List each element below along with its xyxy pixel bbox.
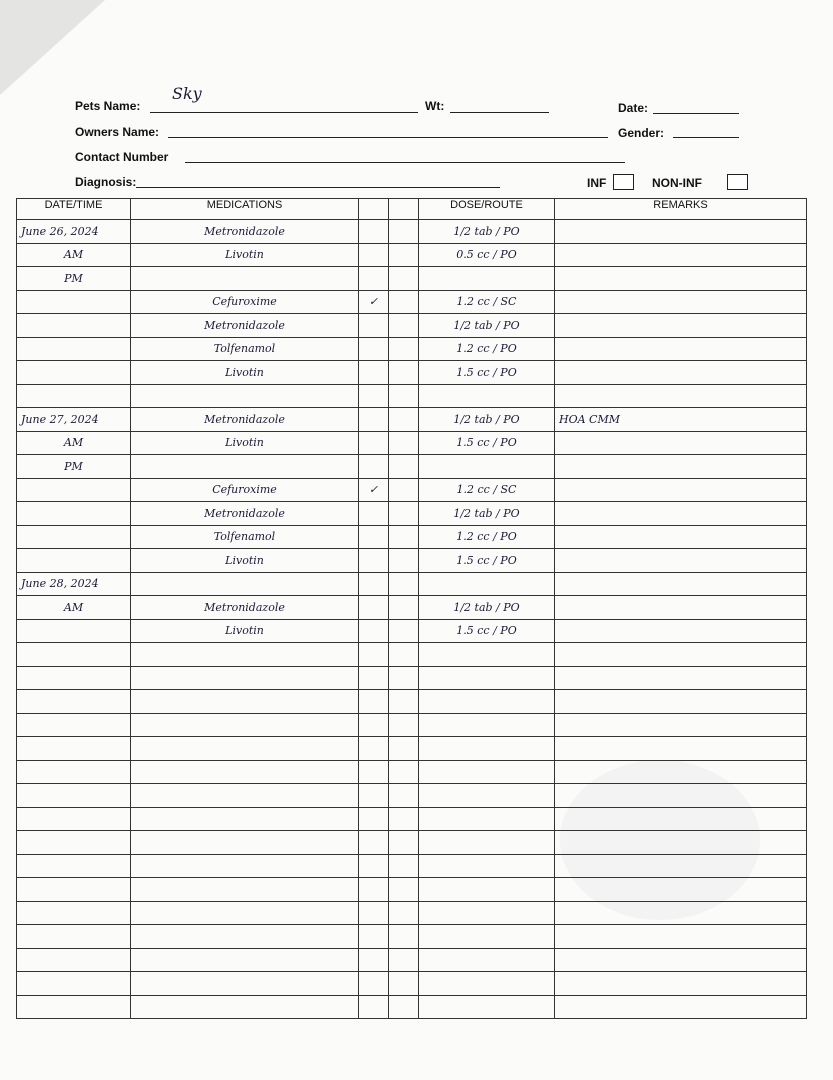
check-cell-2[interactable] xyxy=(389,619,419,643)
dose-route-cell[interactable] xyxy=(419,784,555,808)
table-row xyxy=(17,408,807,432)
medication-cell[interactable]: Livotin xyxy=(131,431,359,455)
inf-checkbox[interactable] xyxy=(613,174,634,190)
check-cell[interactable] xyxy=(359,925,389,949)
dose-route-cell[interactable] xyxy=(419,737,555,761)
date-time-cell[interactable] xyxy=(17,666,131,690)
owners-name-label: Owners Name: xyxy=(75,125,160,139)
non-inf-checkbox[interactable] xyxy=(727,174,748,190)
table-row xyxy=(17,995,807,1019)
remarks-cell[interactable] xyxy=(555,314,807,338)
dose-route-cell[interactable] xyxy=(419,807,555,831)
column-header-medications: MEDICATIONS xyxy=(131,199,359,220)
check-cell-2[interactable] xyxy=(389,878,419,902)
check-cell-2[interactable] xyxy=(389,643,419,667)
check-cell-2[interactable] xyxy=(389,243,419,267)
check-cell-2[interactable] xyxy=(389,361,419,385)
medication-cell[interactable]: Cefuroxime xyxy=(131,290,359,314)
remarks-cell[interactable] xyxy=(555,478,807,502)
medication-cell[interactable]: Livotin xyxy=(131,243,359,267)
date-time-cell[interactable]: PM xyxy=(17,267,131,291)
dose-route-cell[interactable] xyxy=(419,972,555,996)
remarks-cell[interactable] xyxy=(555,925,807,949)
check-cell-2[interactable] xyxy=(389,925,419,949)
medication-cell[interactable] xyxy=(131,455,359,479)
check-cell[interactable] xyxy=(359,760,389,784)
medication-cell[interactable]: Metronidazole xyxy=(131,596,359,620)
remarks-cell[interactable]: HOA CMM xyxy=(555,408,807,432)
diagnosis-label: Diagnosis: xyxy=(75,175,137,189)
date-time-cell[interactable] xyxy=(17,549,131,573)
check-cell-2[interactable] xyxy=(389,408,419,432)
check-cell[interactable] xyxy=(359,267,389,291)
dose-route-cell[interactable] xyxy=(419,384,555,408)
table-row xyxy=(17,737,807,761)
medication-cell[interactable] xyxy=(131,737,359,761)
check-cell-2[interactable] xyxy=(389,478,419,502)
check-cell[interactable] xyxy=(359,502,389,526)
check-cell[interactable] xyxy=(359,948,389,972)
medication-cell[interactable]: Livotin xyxy=(131,549,359,573)
table-row xyxy=(17,243,807,267)
table-row xyxy=(17,760,807,784)
date-time-cell[interactable]: PM xyxy=(17,455,131,479)
medication-cell[interactable]: Tolfenamol xyxy=(131,337,359,361)
table-row xyxy=(17,384,807,408)
remarks-cell[interactable] xyxy=(555,760,807,784)
remarks-cell[interactable] xyxy=(555,549,807,573)
date-time-cell[interactable] xyxy=(17,525,131,549)
date-time-cell[interactable]: AM xyxy=(17,596,131,620)
remarks-cell[interactable] xyxy=(555,619,807,643)
medication-cell[interactable] xyxy=(131,713,359,737)
check-cell[interactable] xyxy=(359,972,389,996)
gender-line[interactable] xyxy=(673,137,739,138)
remarks-cell[interactable] xyxy=(555,643,807,667)
table-row xyxy=(17,549,807,573)
dose-route-cell[interactable]: 1.5 cc / PO xyxy=(419,549,555,573)
dose-route-cell[interactable] xyxy=(419,995,555,1019)
check-cell[interactable] xyxy=(359,666,389,690)
check-cell-2[interactable] xyxy=(389,760,419,784)
check-cell[interactable] xyxy=(359,243,389,267)
table-row xyxy=(17,361,807,385)
remarks-cell[interactable] xyxy=(555,361,807,385)
date-time-cell[interactable] xyxy=(17,337,131,361)
dose-route-cell[interactable]: 1/2 tab / PO xyxy=(419,220,555,244)
table-header-row xyxy=(17,199,807,220)
check-cell-2[interactable] xyxy=(389,690,419,714)
check-cell-2[interactable] xyxy=(389,831,419,855)
check-cell[interactable] xyxy=(359,525,389,549)
check-cell-2[interactable] xyxy=(389,549,419,573)
column-header-dose-route: DOSE/ROUTE xyxy=(419,199,555,220)
remarks-cell[interactable] xyxy=(555,290,807,314)
dose-route-cell[interactable] xyxy=(419,713,555,737)
diagnosis-line[interactable] xyxy=(136,187,500,188)
check-cell-2[interactable] xyxy=(389,807,419,831)
dose-route-cell[interactable]: 1.5 cc / PO xyxy=(419,619,555,643)
date-time-cell[interactable] xyxy=(17,972,131,996)
non-inf-label: NON-INF xyxy=(652,176,702,190)
check-cell-2[interactable] xyxy=(389,502,419,526)
medication-cell[interactable]: Metronidazole xyxy=(131,502,359,526)
table-row xyxy=(17,431,807,455)
remarks-cell[interactable] xyxy=(555,243,807,267)
check-cell[interactable] xyxy=(359,901,389,925)
table-row xyxy=(17,314,807,338)
dose-route-cell[interactable] xyxy=(419,925,555,949)
remarks-cell[interactable] xyxy=(555,596,807,620)
table-row xyxy=(17,220,807,244)
check-cell-2[interactable] xyxy=(389,290,419,314)
medication-cell[interactable] xyxy=(131,878,359,902)
check-cell[interactable] xyxy=(359,690,389,714)
check-cell-2[interactable] xyxy=(389,713,419,737)
medication-cell[interactable] xyxy=(131,384,359,408)
check-cell-2[interactable] xyxy=(389,455,419,479)
remarks-cell[interactable] xyxy=(555,431,807,455)
date-time-cell[interactable] xyxy=(17,760,131,784)
check-cell[interactable] xyxy=(359,220,389,244)
remarks-cell[interactable] xyxy=(555,995,807,1019)
gender-label: Gender: xyxy=(618,126,665,140)
medication-cell[interactable] xyxy=(131,784,359,808)
check-cell[interactable] xyxy=(359,995,389,1019)
folded-corner xyxy=(0,0,105,95)
medication-cell[interactable] xyxy=(131,690,359,714)
date-time-cell[interactable] xyxy=(17,995,131,1019)
remarks-cell[interactable] xyxy=(555,854,807,878)
medication-cell[interactable] xyxy=(131,948,359,972)
check-cell[interactable] xyxy=(359,619,389,643)
remarks-cell[interactable] xyxy=(555,337,807,361)
date-time-cell[interactable] xyxy=(17,854,131,878)
check-cell-2[interactable] xyxy=(389,901,419,925)
table-row xyxy=(17,290,807,314)
date-time-cell[interactable] xyxy=(17,737,131,761)
remarks-cell[interactable] xyxy=(555,784,807,808)
remarks-cell[interactable] xyxy=(555,690,807,714)
check-cell[interactable] xyxy=(359,455,389,479)
check-cell[interactable] xyxy=(359,878,389,902)
check-cell[interactable] xyxy=(359,596,389,620)
table-row xyxy=(17,972,807,996)
inf-label: INF xyxy=(587,176,607,190)
date-time-cell[interactable] xyxy=(17,925,131,949)
table-row xyxy=(17,854,807,878)
pets-name-label: Pets Name: xyxy=(75,99,141,113)
table-row xyxy=(17,478,807,502)
remarks-cell[interactable] xyxy=(555,666,807,690)
dose-route-cell[interactable]: 1.5 cc / PO xyxy=(419,431,555,455)
medication-cell[interactable] xyxy=(131,760,359,784)
remarks-cell[interactable] xyxy=(555,267,807,291)
table-row xyxy=(17,643,807,667)
check-cell[interactable] xyxy=(359,361,389,385)
medication-cell[interactable] xyxy=(131,572,359,596)
date-time-cell[interactable] xyxy=(17,619,131,643)
owners-name-line[interactable] xyxy=(168,137,608,138)
medication-cell[interactable] xyxy=(131,267,359,291)
dose-route-cell[interactable]: 1/2 tab / PO xyxy=(419,408,555,432)
medication-cell[interactable]: Metronidazole xyxy=(131,220,359,244)
table-row xyxy=(17,831,807,855)
pets-name-line xyxy=(150,112,418,113)
treatment-log-table xyxy=(16,198,807,1019)
weight-line[interactable] xyxy=(450,112,549,113)
table-row xyxy=(17,948,807,972)
remarks-cell[interactable] xyxy=(555,384,807,408)
check-cell[interactable] xyxy=(359,784,389,808)
contact-label: Contact Number xyxy=(75,150,169,164)
check-cell-2[interactable] xyxy=(389,431,419,455)
dose-route-cell[interactable]: 1.5 cc / PO xyxy=(419,361,555,385)
medication-cell[interactable] xyxy=(131,831,359,855)
date-time-cell[interactable] xyxy=(17,807,131,831)
date-time-cell[interactable] xyxy=(17,901,131,925)
medication-cell[interactable] xyxy=(131,666,359,690)
check-cell[interactable] xyxy=(359,549,389,573)
date-time-cell[interactable]: June 27, 2024 xyxy=(17,408,131,432)
table-row xyxy=(17,901,807,925)
medication-cell[interactable] xyxy=(131,854,359,878)
check-cell[interactable]: ✓ xyxy=(359,290,389,314)
check-cell[interactable] xyxy=(359,854,389,878)
check-cell-2[interactable] xyxy=(389,596,419,620)
remarks-cell[interactable] xyxy=(555,572,807,596)
check-cell-2[interactable] xyxy=(389,314,419,338)
column-header-remarks: REMARKS xyxy=(555,199,807,220)
date-time-cell[interactable] xyxy=(17,314,131,338)
table-row xyxy=(17,455,807,479)
date-time-cell[interactable] xyxy=(17,478,131,502)
medication-cell[interactable]: Cefuroxime xyxy=(131,478,359,502)
column-header-check-2 xyxy=(389,199,419,220)
remarks-cell[interactable] xyxy=(555,220,807,244)
check-cell[interactable] xyxy=(359,713,389,737)
date-time-cell[interactable] xyxy=(17,643,131,667)
table-row xyxy=(17,666,807,690)
check-cell[interactable] xyxy=(359,807,389,831)
date-time-cell[interactable] xyxy=(17,784,131,808)
table-row xyxy=(17,690,807,714)
date-time-cell[interactable] xyxy=(17,361,131,385)
medication-cell[interactable]: Tolfenamol xyxy=(131,525,359,549)
medication-cell[interactable]: Livotin xyxy=(131,619,359,643)
medication-cell[interactable]: Metronidazole xyxy=(131,314,359,338)
check-cell[interactable] xyxy=(359,384,389,408)
check-cell-2[interactable] xyxy=(389,737,419,761)
check-cell[interactable] xyxy=(359,314,389,338)
dose-route-cell[interactable] xyxy=(419,854,555,878)
check-cell[interactable] xyxy=(359,408,389,432)
table-row xyxy=(17,807,807,831)
dose-route-cell[interactable] xyxy=(419,690,555,714)
check-cell-2[interactable] xyxy=(389,784,419,808)
dose-route-cell[interactable] xyxy=(419,948,555,972)
dose-route-cell[interactable]: 1.2 cc / SC xyxy=(419,290,555,314)
dose-route-cell[interactable] xyxy=(419,267,555,291)
date-time-cell[interactable]: June 26, 2024 xyxy=(17,220,131,244)
medication-cell[interactable]: Livotin xyxy=(131,361,359,385)
remarks-cell[interactable] xyxy=(555,901,807,925)
table-row xyxy=(17,878,807,902)
check-cell-2[interactable] xyxy=(389,995,419,1019)
table-row xyxy=(17,784,807,808)
remarks-cell[interactable] xyxy=(555,948,807,972)
table-row xyxy=(17,713,807,737)
medication-cell[interactable]: Metronidazole xyxy=(131,408,359,432)
medication-cell[interactable] xyxy=(131,925,359,949)
check-cell-2[interactable] xyxy=(389,854,419,878)
check-cell[interactable] xyxy=(359,431,389,455)
date-time-cell[interactable] xyxy=(17,690,131,714)
remarks-cell[interactable] xyxy=(555,807,807,831)
check-cell[interactable] xyxy=(359,831,389,855)
dose-route-cell[interactable] xyxy=(419,831,555,855)
date-time-cell[interactable] xyxy=(17,502,131,526)
weight-label: Wt: xyxy=(425,99,445,113)
check-cell-2[interactable] xyxy=(389,220,419,244)
date-time-cell[interactable]: June 28, 2024 xyxy=(17,572,131,596)
dose-route-cell[interactable] xyxy=(419,878,555,902)
check-cell[interactable] xyxy=(359,337,389,361)
date-line[interactable] xyxy=(653,113,739,114)
medication-cell[interactable] xyxy=(131,807,359,831)
remarks-cell[interactable] xyxy=(555,972,807,996)
check-cell[interactable] xyxy=(359,737,389,761)
dose-route-cell[interactable]: 0.5 cc / PO xyxy=(419,243,555,267)
dose-route-cell[interactable] xyxy=(419,760,555,784)
remarks-cell[interactable] xyxy=(555,455,807,479)
pets-name-value[interactable]: Sky xyxy=(172,84,202,103)
remarks-cell[interactable] xyxy=(555,878,807,902)
remarks-cell[interactable] xyxy=(555,713,807,737)
dose-route-cell[interactable]: 1/2 tab / PO xyxy=(419,596,555,620)
table-row xyxy=(17,267,807,291)
table-row xyxy=(17,502,807,526)
table-row xyxy=(17,596,807,620)
dose-route-cell[interactable] xyxy=(419,666,555,690)
remarks-cell[interactable] xyxy=(555,831,807,855)
column-header-date-time: DATE/TIME xyxy=(17,199,131,220)
date-time-cell[interactable] xyxy=(17,948,131,972)
check-cell-2[interactable] xyxy=(389,666,419,690)
dose-route-cell[interactable] xyxy=(419,572,555,596)
remarks-cell[interactable] xyxy=(555,502,807,526)
table-row xyxy=(17,572,807,596)
dose-route-cell[interactable] xyxy=(419,901,555,925)
check-cell-2[interactable] xyxy=(389,384,419,408)
date-time-cell[interactable] xyxy=(17,831,131,855)
check-cell-2[interactable] xyxy=(389,267,419,291)
remarks-cell[interactable] xyxy=(555,525,807,549)
date-time-cell[interactable] xyxy=(17,878,131,902)
table-row xyxy=(17,337,807,361)
medication-cell[interactable] xyxy=(131,901,359,925)
table-row xyxy=(17,925,807,949)
date-time-cell[interactable] xyxy=(17,713,131,737)
check-cell[interactable]: ✓ xyxy=(359,478,389,502)
contact-line[interactable] xyxy=(185,162,625,163)
check-cell-2[interactable] xyxy=(389,948,419,972)
dose-route-cell[interactable]: 1.2 cc / PO xyxy=(419,337,555,361)
date-time-cell[interactable]: AM xyxy=(17,431,131,455)
medication-cell[interactable] xyxy=(131,995,359,1019)
dose-route-cell[interactable]: 1.2 cc / PO xyxy=(419,525,555,549)
dose-route-cell[interactable] xyxy=(419,643,555,667)
check-cell-2[interactable] xyxy=(389,525,419,549)
column-header-check-1 xyxy=(359,199,389,220)
remarks-cell[interactable] xyxy=(555,737,807,761)
table-row xyxy=(17,619,807,643)
date-time-cell[interactable]: AM xyxy=(17,243,131,267)
check-cell[interactable] xyxy=(359,643,389,667)
check-cell-2[interactable] xyxy=(389,572,419,596)
medication-cell[interactable] xyxy=(131,972,359,996)
dose-route-cell[interactable]: 1/2 tab / PO xyxy=(419,502,555,526)
dose-route-cell[interactable]: 1/2 tab / PO xyxy=(419,314,555,338)
date-time-cell[interactable] xyxy=(17,290,131,314)
dose-route-cell[interactable] xyxy=(419,455,555,479)
check-cell-2[interactable] xyxy=(389,337,419,361)
check-cell-2[interactable] xyxy=(389,972,419,996)
date-label: Date: xyxy=(618,101,649,115)
table-row xyxy=(17,525,807,549)
dose-route-cell[interactable]: 1.2 cc / SC xyxy=(419,478,555,502)
check-cell[interactable] xyxy=(359,572,389,596)
medication-cell[interactable] xyxy=(131,643,359,667)
date-time-cell[interactable] xyxy=(17,384,131,408)
